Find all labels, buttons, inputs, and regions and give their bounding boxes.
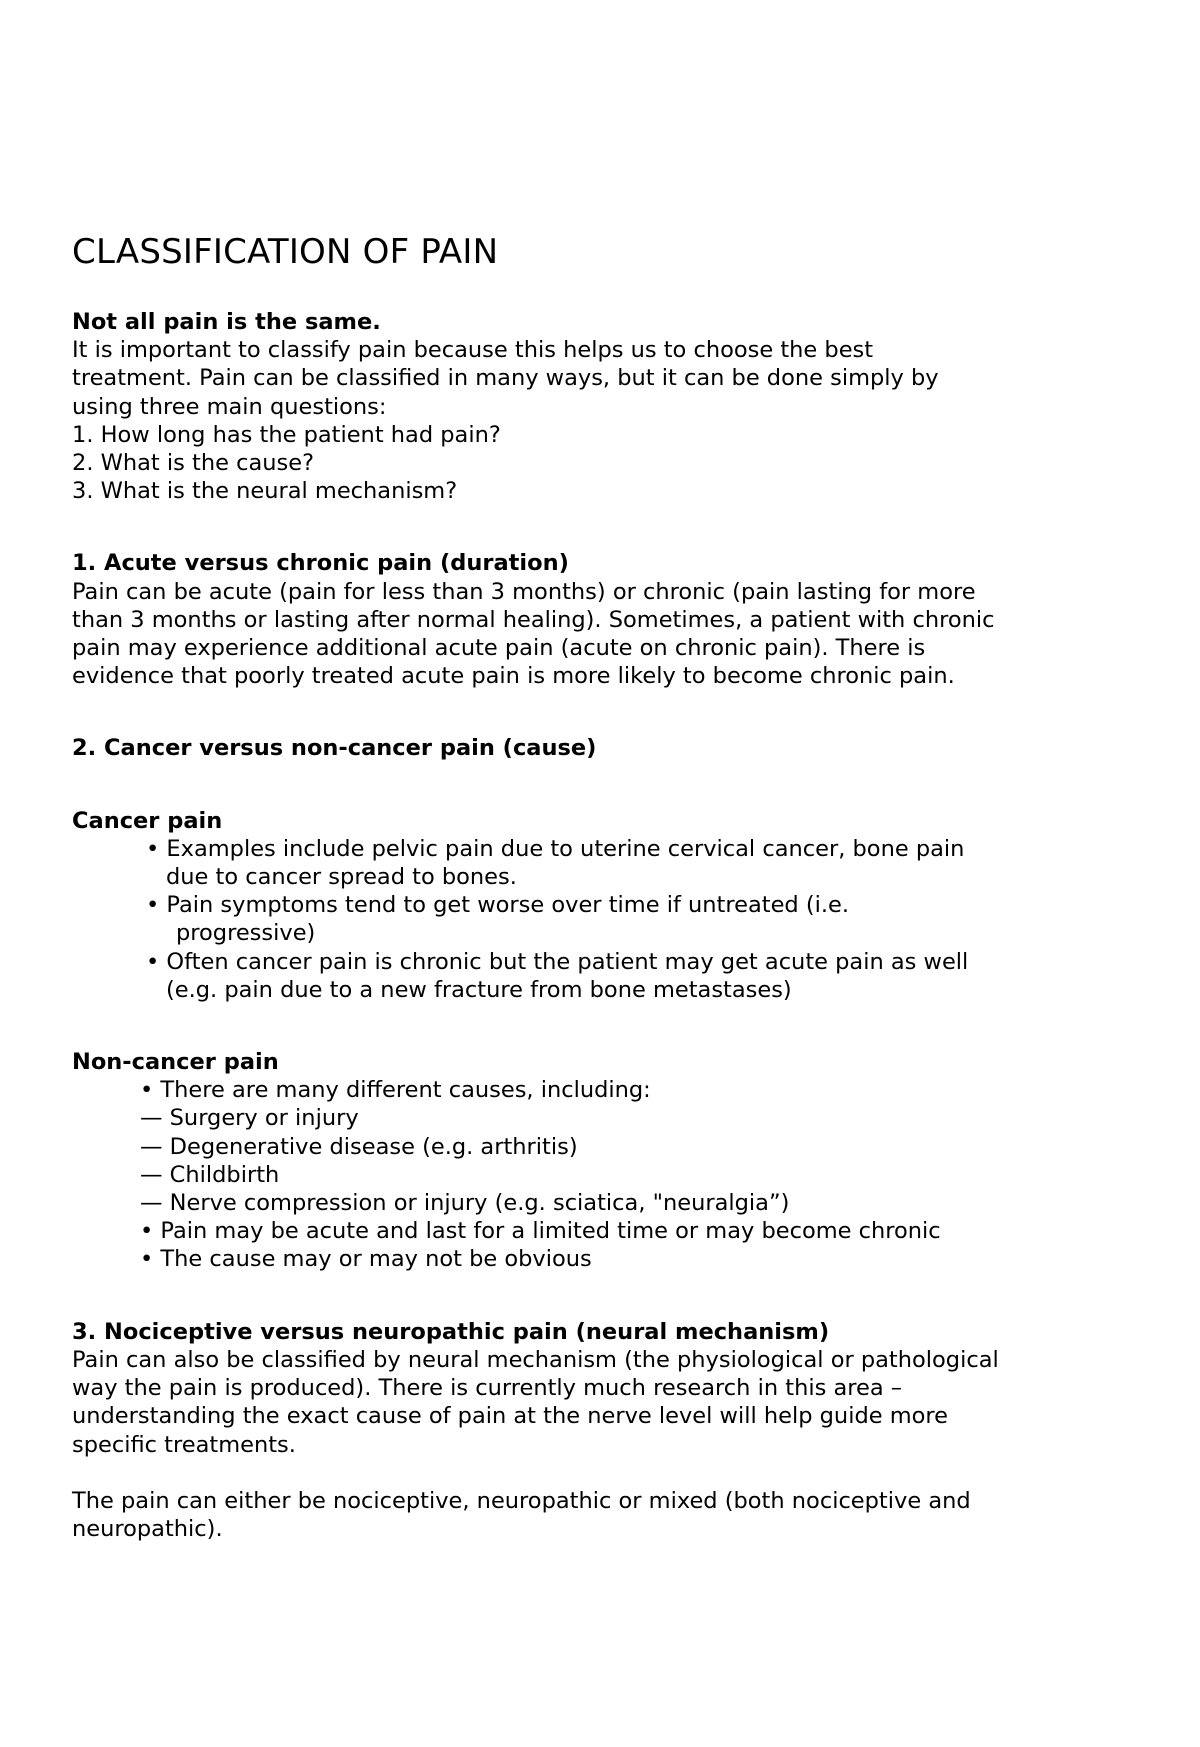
list-item: • The cause may or may not be obvious [140,1246,592,1273]
paragraph-line: Pain can also be classified by neural mechanism (the physiological or pathological [72,1346,999,1373]
section-heading: 2. Cancer versus non-cancer pain (cause) [72,735,597,762]
list-item [146,835,1072,891]
list-item: — Childbirth [140,1161,280,1188]
question-item: 3. What is the neural mechanism? [72,478,458,505]
list-item: • There are many different causes, including: [140,1077,651,1104]
section-heading: 3. Nociceptive versus neuropathic pain (neural mechanism) [72,1318,830,1345]
spacer [72,1004,1072,1048]
intro-line: It is important to classify pain because this helps us to choose the best [72,337,874,364]
question-item: 1. How long has the patient had pain? [72,421,501,448]
list-item-text: • Examples include pelvic pain due to uterine cervical cancer, bone pain [146,835,965,862]
paragraph-line: neuropathic). [72,1515,223,1542]
spacer [72,690,1072,734]
list-item-continuation: progressive) [176,920,316,947]
list-item [146,891,1072,947]
list-item-continuation: (e.g. pain due to a new fracture from bone metastases) [166,976,792,1003]
cancer-pain-list [72,835,1072,1004]
non-cancer-pain-block [72,1048,1072,1274]
spacer [72,505,1072,549]
spacer [72,1274,1072,1318]
section-cause [72,734,1072,1273]
list-item: — Surgery or injury [140,1105,359,1132]
list-item: — Degenerative disease (e.g. arthritis) [140,1133,578,1160]
spacer [72,763,1072,807]
paragraph-line: specific treatments. [72,1431,296,1458]
list-item-text: • Often cancer pain is chronic but the patient may get acute pain as well [146,948,969,975]
intro-line: treatment. Pain can be classified in many ways, but it can be done simply by [72,365,939,392]
list-item: • Pain may be acute and last for a limited time or may become chronic [140,1218,941,1245]
list-item-text: • Pain symptoms tend to get worse over time if untreated (i.e. [146,892,850,919]
subsection-heading: Non-cancer pain [72,1049,279,1076]
spacer [72,1459,1072,1487]
section-heading: 1. Acute versus chronic pain (duration) [72,550,569,577]
cancer-pain-block [72,807,1072,1004]
paragraph-line: Pain can be acute (pain for less than 3 months) or chronic (pain lasting for more [72,578,976,605]
paragraph-line: evidence that poorly treated acute pain is more likely to become chronic pain. [72,663,955,690]
section-mechanism [72,1318,1072,1543]
list-item [146,948,1072,1004]
non-cancer-pain-list [72,1076,1072,1273]
paragraph-line: than 3 months or lasting after normal healing). Sometimes, a patient with chronic [72,606,995,633]
paragraph-line: The pain can either be nociceptive, neuropathic or mixed (both nociceptive and [72,1487,971,1514]
document-body [72,232,1072,1543]
intro-section [72,308,1072,505]
question-item: 2. What is the cause? [72,450,315,477]
page-title: CLASSIFICATION OF PAIN [72,232,499,272]
question-list [72,421,1072,506]
list-item-continuation: due to cancer spread to bones. [166,864,517,891]
paragraph-line: pain may experience additional acute pain (acute on chronic pain). There is [72,635,926,662]
intro-heading: Not all pain is the same. [72,309,381,335]
section-duration [72,549,1072,690]
subsection-heading: Cancer pain [72,807,223,834]
paragraph-line: understanding the exact cause of pain at the nerve level will help guide more [72,1403,949,1430]
paragraph-line: way the pain is produced). There is currently much research in this area – [72,1375,903,1402]
list-item: — Nerve compression or injury (e.g. sciatica, "neuralgia”) [140,1190,790,1217]
intro-line: using three main questions: [72,393,387,420]
